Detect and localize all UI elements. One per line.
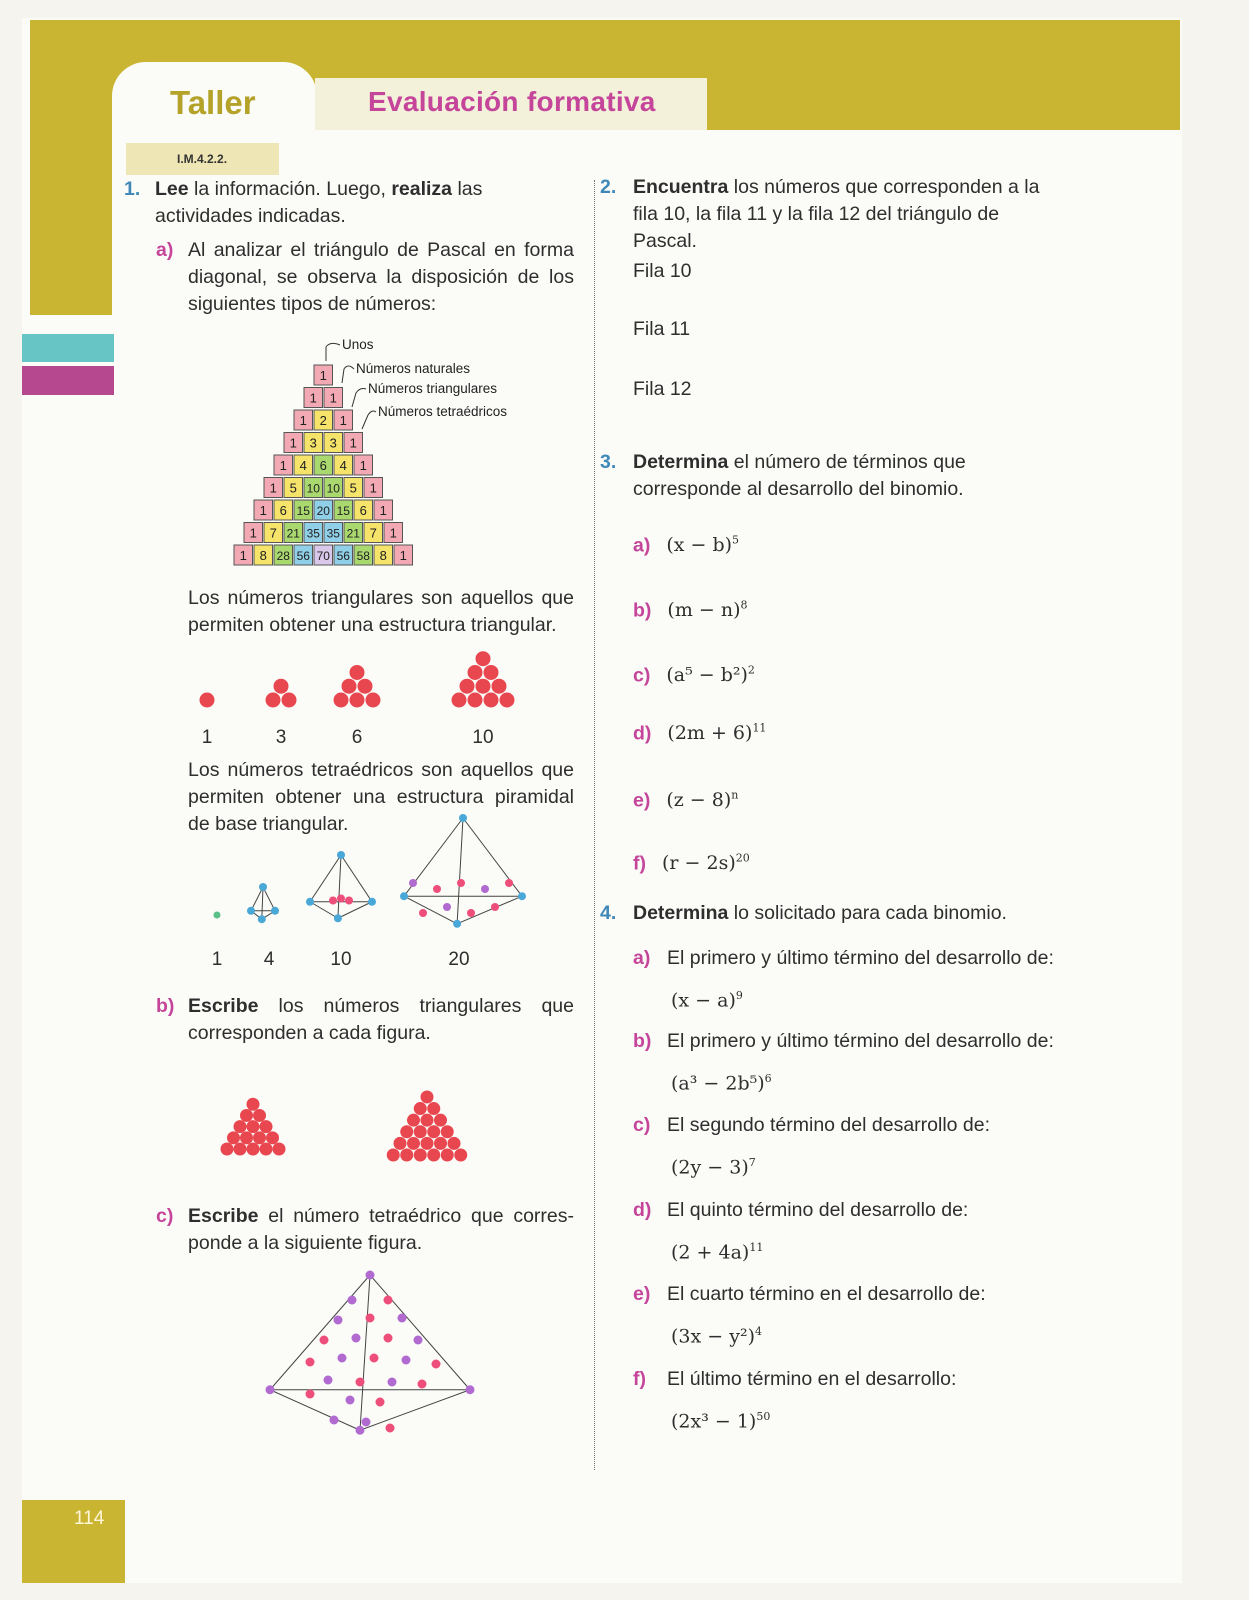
pyramid-edge: [338, 902, 372, 919]
tetra-dot: [345, 897, 353, 905]
pyramid-dot: [388, 1378, 397, 1387]
dot: [476, 651, 491, 666]
dot: [421, 1114, 434, 1127]
dot: [414, 1149, 427, 1162]
tetra-dot: [481, 885, 489, 893]
dot: [334, 693, 349, 708]
tetra-dot: [337, 895, 345, 903]
dot: [414, 1125, 427, 1138]
pascal-value: 6: [359, 503, 367, 518]
dot: [282, 693, 297, 708]
q4-item-text: El último término en el desarrollo:: [667, 1368, 957, 1390]
q3-item: [633, 845, 750, 877]
pascal-value: 1: [309, 390, 317, 406]
tetra-value: 1: [211, 949, 223, 970]
dot: [350, 665, 365, 680]
triangular-value: 6: [351, 727, 363, 748]
pascal-value: 1: [259, 503, 267, 518]
tetra-value: 20: [448, 949, 470, 970]
pyramid-dot: [258, 915, 266, 923]
pascal-label: Unos: [342, 337, 374, 352]
pascal-value: 56: [336, 549, 350, 563]
dot: [500, 693, 515, 708]
pascal-value: 8: [379, 548, 387, 563]
pascal-label-line: [326, 343, 340, 361]
dot: [421, 1137, 434, 1150]
tetra-dot: [457, 879, 465, 887]
q4-item-expression: $(3x - y^2)^4$: [671, 1325, 762, 1348]
dot: [266, 1131, 279, 1144]
pyramid-edge: [457, 896, 522, 924]
tetra-dot: [433, 885, 441, 893]
pyramid-dot: [466, 1385, 475, 1394]
dot: [234, 1143, 247, 1156]
pascal-value: 1: [329, 390, 337, 406]
q3-item-expression: $(z - 8)^n$: [666, 789, 739, 812]
page-number: 114: [74, 1508, 105, 1529]
pascal-label-line: [342, 366, 354, 383]
tetra-dot: [329, 897, 337, 905]
pascal-value: 5: [349, 480, 357, 496]
curriculum-code: I.M.4.2.2.: [177, 152, 228, 166]
q4-statement: 4. Determina lo solicitado para cada binomio.: [600, 902, 1007, 924]
tetra-description: Los números tetraédricos son aquellos que permiten obtener una estructura piramidal de base triangular.: [188, 759, 574, 835]
tetra-dot: [409, 879, 417, 887]
dot: [484, 693, 499, 708]
q3-item-letter: b): [633, 599, 652, 622]
q4-item-expression: $(2y - 3)^7$: [671, 1156, 756, 1179]
q4-item-text: El quinto término del desarrollo de:: [667, 1199, 969, 1221]
pascal-value: 56: [296, 549, 310, 563]
q1c-tetrahedral-figure: [250, 1270, 490, 1450]
dot: [414, 1102, 427, 1115]
q3-item-letter: c): [633, 664, 651, 687]
q1-statement: 1. Lee la información. Luego, realiza las actividades indicadas.: [124, 178, 483, 227]
dot: [476, 679, 491, 694]
pyramid-edge: [270, 1390, 360, 1431]
q4-item-text: El primero y último término del desarrollo de:: [667, 1030, 1054, 1052]
dot: [407, 1114, 420, 1127]
dot: [448, 1137, 461, 1150]
dot: [253, 1109, 266, 1122]
dot: [266, 693, 281, 708]
q1c-statement: c) Escribe el número tetraédrico que corres- ponde a la siguiente figura.: [156, 1205, 574, 1254]
pyramid-dot: [320, 1336, 329, 1345]
pyramid-dot: [337, 851, 345, 859]
pascal-value: 58: [356, 549, 370, 563]
q4-item: [633, 1112, 1073, 1181]
pyramid-edge: [360, 1390, 470, 1431]
triangular-figures: [185, 650, 585, 748]
q3-item-expression: $(m - n)^8$: [667, 599, 748, 622]
q4-item-letter: f): [633, 1368, 646, 1390]
pyramid-dot: [338, 1354, 347, 1363]
pascal-value: 4: [339, 458, 347, 473]
pyramid-dot: [366, 1314, 375, 1323]
pascal-value: 21: [346, 526, 360, 541]
pyramid-dot: [400, 892, 408, 900]
q1b-statement: b) Escribe los números triangulares que corresponden a cada figura.: [156, 995, 574, 1044]
pascal-value: 1: [389, 525, 397, 541]
tetrahedral-figures: [185, 835, 585, 985]
tetra-value: 4: [263, 949, 275, 970]
q3-item-expression: $(r - 2s)^{20}$: [662, 852, 750, 875]
q4-item-letter: a): [633, 947, 651, 969]
dot: [273, 1143, 286, 1156]
pyramid-dot: [334, 1316, 343, 1325]
section-subtitle: Evaluación formativa: [368, 86, 656, 117]
triangular-value: 3: [275, 727, 287, 748]
pyramid-dot: [453, 920, 461, 928]
pyramid-dot: [247, 907, 255, 915]
pascal-value: 1: [299, 413, 307, 428]
q4-item-expression: $(a^3 - 2b^5)^6$: [671, 1072, 772, 1095]
pascal-label: Números tetraédricos: [378, 404, 508, 419]
pascal-value: 2: [319, 413, 327, 428]
pascal-value: 1: [359, 458, 367, 473]
pascal-value: 3: [309, 435, 317, 451]
triangular-value: 10: [472, 727, 494, 748]
pyramid-dot: [414, 1336, 423, 1345]
pyramid-dot: [376, 1398, 385, 1407]
dot: [468, 665, 483, 680]
pyramid-dot: [306, 1390, 315, 1399]
pascal-value: 7: [369, 525, 377, 541]
pyramid-dot: [259, 883, 267, 891]
dot: [427, 1102, 440, 1115]
pascal-value: 1: [349, 435, 357, 451]
pascal-value: 5: [289, 480, 297, 496]
pyramid-dot: [384, 1334, 393, 1343]
q4-item: [633, 1281, 1073, 1350]
pascal-value: 1: [289, 435, 297, 451]
triangular-value: 1: [201, 727, 213, 748]
pyramid-dot: [266, 1385, 275, 1394]
pascal-value: 1: [369, 480, 377, 496]
q3-item-letter: d): [633, 722, 652, 745]
pascal-value: 1: [279, 458, 287, 473]
pascal-value: 4: [299, 458, 307, 473]
q4-item: [633, 1028, 1073, 1097]
dot: [484, 665, 499, 680]
q1b-triangular-figures: [185, 1075, 585, 1185]
pascal-label-line: [352, 389, 366, 408]
pascal-value: 20: [316, 504, 330, 518]
pyramid-edge: [370, 1275, 470, 1390]
pascal-value: 1: [239, 548, 247, 563]
q3-item: [633, 657, 755, 689]
pyramid-dot: [366, 1271, 375, 1280]
q3-item: [633, 527, 739, 559]
q4-item-expression: $(2x^3 - 1)^{50}$: [671, 1410, 771, 1433]
dot: [260, 1143, 273, 1156]
pyramid-edge: [310, 855, 341, 902]
q3-item: [633, 592, 747, 624]
q4-item-letter: b): [633, 1030, 652, 1052]
dot: [434, 1114, 447, 1127]
dot: [240, 1131, 253, 1144]
q3-statement: 3. Determina el número de términos que corresponde al desarrollo del binomio.: [600, 451, 966, 500]
pyramid-dot: [334, 914, 342, 922]
dot: [427, 1125, 440, 1138]
left-band: [30, 20, 112, 315]
pyramid-dot: [459, 814, 467, 822]
dot: [452, 693, 467, 708]
q4-item-text: El primero y último término del desarrollo de:: [667, 947, 1054, 969]
dot: [441, 1149, 454, 1162]
pyramid-dot: [324, 1376, 333, 1385]
tetra-dot: [491, 903, 499, 911]
pascal-value: 10: [306, 481, 320, 496]
pascal-label: Números naturales: [356, 361, 471, 376]
dot: [247, 1143, 260, 1156]
dot: [394, 1137, 407, 1150]
pyramid-dot: [356, 1378, 365, 1387]
pyramid-edge: [341, 855, 372, 902]
pascal-value: 35: [306, 526, 320, 541]
pascal-value: 70: [316, 549, 330, 563]
q4-item-expression: $(x - a)^9$: [671, 989, 743, 1012]
triangular-description: Los números triangulares son aquellos que permiten obtener una estructura triangular.: [188, 587, 574, 636]
pyramid-dot: [362, 1418, 371, 1427]
q4-item-letter: e): [633, 1283, 651, 1305]
row-10-label: Fila 10: [633, 260, 692, 282]
pyramid-edge: [338, 855, 341, 918]
q4-item-text: El segundo término del desarrollo de:: [667, 1114, 991, 1136]
pyramid-dot: [352, 1334, 361, 1343]
dot: [400, 1125, 413, 1138]
pyramid-dot: [398, 1314, 407, 1323]
q4-item-letter: d): [633, 1199, 652, 1221]
q3-item: [633, 715, 766, 747]
pascal-value: 15: [296, 504, 310, 518]
dot: [200, 693, 215, 708]
dot: [421, 1090, 434, 1103]
tetra-dot: [505, 879, 513, 887]
pascal-value: 21: [286, 526, 300, 541]
dot: [260, 1120, 273, 1133]
dot: [427, 1149, 440, 1162]
row-12-label: Fila 12: [633, 378, 692, 400]
q4-item: [633, 1197, 1073, 1266]
pascal-value: 28: [276, 549, 290, 563]
q4-item: [633, 1366, 1073, 1435]
q2-statement: 2. Encuentra los números que corresponden a la fila 10, la fila 11 y la fila 12 del triángulo de Pascal.: [600, 176, 1040, 252]
tetra-dot: [214, 912, 221, 919]
pyramid-dot: [370, 1354, 379, 1363]
pascal-value: 15: [336, 504, 350, 518]
pascal-label: Números triangulares: [368, 381, 498, 396]
pyramid-dot: [348, 1296, 357, 1305]
pyramid-dot: [306, 898, 314, 906]
pyramid-edge: [262, 887, 263, 919]
dot: [400, 1149, 413, 1162]
dot: [240, 1109, 253, 1122]
dot: [358, 679, 373, 694]
tetra-dot: [419, 909, 427, 917]
pascal-value: 1: [269, 480, 277, 496]
pascal-value: 6: [319, 458, 327, 473]
pascal-value: 1: [339, 413, 347, 428]
teal-marker: [22, 334, 114, 362]
tetra-dot: [467, 909, 475, 917]
dot: [247, 1098, 260, 1111]
pascal-value: 1: [249, 525, 257, 541]
dot: [441, 1125, 454, 1138]
dot: [454, 1149, 467, 1162]
tetra-dot: [443, 903, 451, 911]
q3-item-expression: $(2m + 6)^{11}$: [667, 722, 767, 745]
section-title: Taller: [170, 84, 256, 121]
dot: [247, 1120, 260, 1133]
pyramid-dot: [306, 1358, 315, 1367]
dot: [253, 1131, 266, 1144]
pyramid-dot: [386, 1424, 395, 1433]
pyramid-dot: [418, 1380, 427, 1389]
pyramid-dot: [384, 1296, 393, 1305]
q3-item-expression: $(a^5 - b^2)^2$: [666, 664, 755, 687]
pascal-value: 10: [326, 481, 340, 496]
q1a-statement: a) Al analizar el triángulo de Pascal en forma diagonal, se observa la disposición de los siguientes tipos de números:: [156, 239, 574, 315]
q3-item-letter: a): [633, 534, 651, 557]
row-11-label: Fila 11: [633, 318, 691, 340]
pyramid-dot: [346, 1396, 355, 1405]
pascal-value: 35: [326, 526, 340, 541]
dot: [342, 679, 357, 694]
pyramid-dot: [330, 1416, 339, 1425]
pascal-value: 1: [379, 503, 387, 518]
q3-item: [633, 782, 738, 814]
dot: [221, 1143, 234, 1156]
q3-item-letter: f): [633, 852, 646, 875]
q4-item-letter: c): [633, 1114, 651, 1136]
pyramid-dot: [432, 1360, 441, 1369]
dot: [274, 679, 289, 694]
pascal-value: 1: [319, 368, 327, 383]
dot: [234, 1120, 247, 1133]
dot: [468, 693, 483, 708]
pascal-value: 7: [269, 525, 277, 541]
q4-item-text: El cuarto término en el desarrollo de:: [667, 1283, 986, 1305]
pascal-label-line: [362, 411, 376, 429]
q3-item-letter: e): [633, 789, 651, 812]
pyramid-dot: [518, 892, 526, 900]
dot: [350, 693, 365, 708]
dot: [492, 679, 507, 694]
dot: [460, 679, 475, 694]
pascal-value: 1: [399, 548, 407, 563]
dot: [407, 1137, 420, 1150]
dot: [387, 1149, 400, 1162]
dot: [227, 1131, 240, 1144]
q4-item-expression: $(2 + 4a)^{11}$: [671, 1241, 764, 1264]
pyramid-dot: [271, 907, 279, 915]
dot: [366, 693, 381, 708]
pyramid-dot: [368, 898, 376, 906]
pyramid-dot: [356, 1426, 365, 1435]
pyramid-edge: [270, 1275, 370, 1390]
pyramid-edge: [360, 1275, 370, 1430]
q3-item-expression: $(x - b)^5$: [666, 534, 740, 557]
tetra-value: 10: [330, 949, 352, 970]
q4-item: [633, 945, 1073, 1014]
magenta-marker: [22, 366, 114, 395]
pascal-value: 8: [259, 548, 267, 563]
pascal-triangle: [220, 335, 620, 575]
pascal-value: 6: [279, 503, 287, 518]
pascal-value: 3: [329, 435, 337, 451]
pyramid-dot: [402, 1356, 411, 1365]
dot: [434, 1137, 447, 1150]
